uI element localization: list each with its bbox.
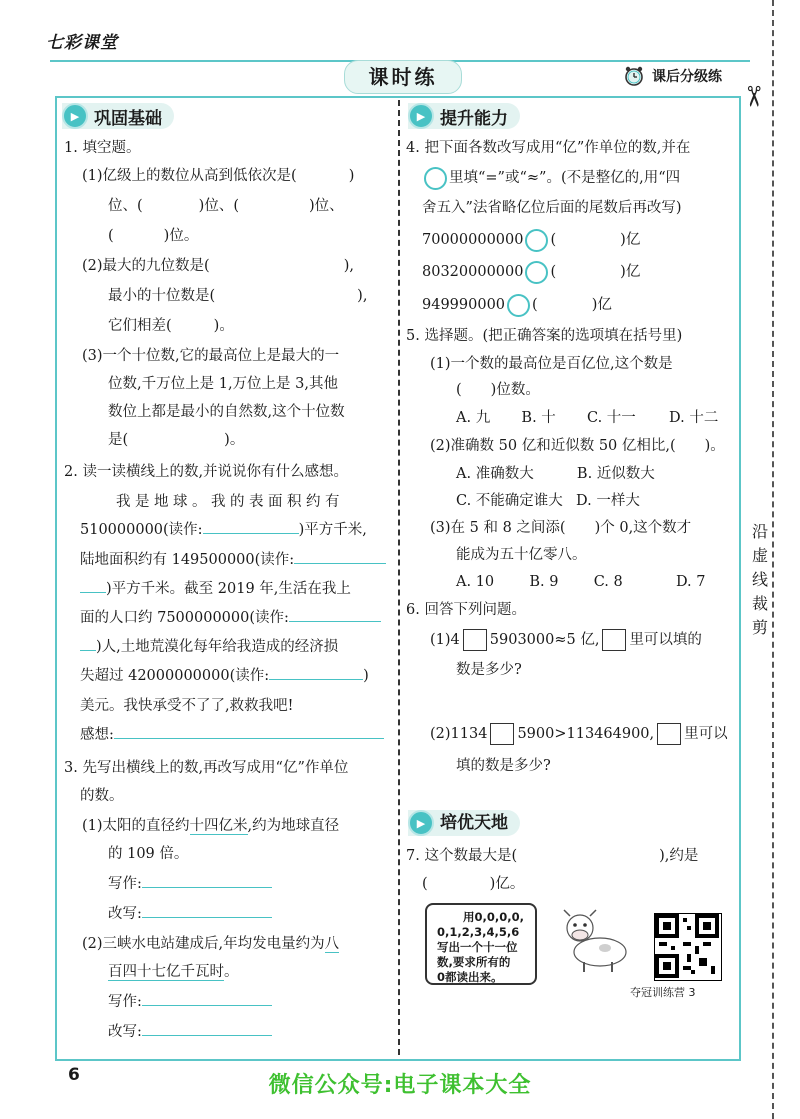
q7-line1: 7. 这个数最大是( ),约是: [406, 848, 699, 864]
hint-bubble: 用0,0,0,0, 0,1,2,3,4,5,6 写出一个十一位 数,要求所有的 0都读出来。: [425, 903, 537, 985]
q2-line7: 失超过 42000000000(读作: ): [80, 664, 369, 689]
q4-row-3: 949990000 ( )亿: [422, 293, 612, 318]
option-c[interactable]: C. 十一: [587, 410, 636, 426]
q2-line6: )人,土地荒漠化每年给我造成的经济损: [80, 635, 338, 660]
q5-p2-options-1: [456, 462, 655, 487]
play-icon: ▶: [62, 103, 88, 129]
q1-head: 1. 填空题。: [64, 140, 141, 156]
option-a[interactable]: A. 九: [456, 410, 491, 426]
q5-p1-options: [456, 406, 718, 431]
answer-blank[interactable]: [289, 607, 381, 622]
q6-head: 6. 回答下列问题。: [406, 602, 526, 618]
q3-head-2: 的数。: [80, 788, 124, 804]
q4-row-2: 80320000000 ( )亿: [422, 260, 640, 285]
q2-line9: 感想:: [80, 723, 384, 748]
compare-circle[interactable]: [525, 229, 548, 252]
q1-p1-line3: ( )位。: [108, 228, 199, 244]
section-header-improve: [408, 103, 520, 129]
subtitle: 课后分级练: [652, 69, 722, 85]
q2-line2: 510000000(读作: )平方千米,: [80, 518, 367, 543]
q2-line3: 陆地面积约有 149500000(读作:: [80, 548, 386, 573]
option-a[interactable]: A. 准确数大: [456, 466, 534, 482]
compare-circle[interactable]: [507, 294, 530, 317]
option-d[interactable]: D. 7: [675, 574, 706, 590]
subtitle-block: [622, 64, 722, 88]
digit-box[interactable]: [463, 629, 487, 651]
qr-code-icon: [655, 914, 719, 978]
q1-p2-line2: 最小的十位数是( ),: [108, 288, 368, 304]
play-icon: ▶: [408, 103, 434, 129]
write-blank[interactable]: [142, 873, 272, 888]
q5-p3-line1: (3)在 5 和 8 之间添( )个 0,这个数才: [430, 520, 692, 536]
footer-watermark: 微信公众号:电子课本大全: [268, 1073, 532, 1098]
q5-p1-line1: (1)一个数的最高位是百亿位,这个数是: [430, 356, 673, 372]
rewrite-blank[interactable]: [142, 903, 272, 918]
q1-p2-line3: 它们相差( )。: [108, 318, 234, 334]
option-b[interactable]: B. 9: [529, 574, 559, 590]
scissors-icon: ✂: [737, 84, 771, 109]
option-b[interactable]: B. 近似数大: [576, 466, 655, 482]
write-blank[interactable]: [142, 991, 272, 1006]
q1-p3-line3: 数位上都是最小的自然数,这个十位数: [108, 404, 345, 420]
q5-p2-line1: (2)准确数 50 亿和近似数 50 亿相比,( )。: [430, 438, 725, 454]
option-d[interactable]: D. 十二: [669, 410, 719, 426]
q1-p1-line2: 位、( )位、( )位、: [108, 198, 344, 214]
option-c[interactable]: C. 8: [593, 574, 623, 590]
compare-circle[interactable]: [424, 167, 447, 190]
q4-head: 4. 把下面各数改写成用“亿”作单位的数,并在: [406, 140, 691, 156]
q3-p2-line1: (2)三峡水电站建成后,年均发电量约为八: [82, 936, 340, 952]
q2-line8: 美元。我快承受不了了,救救我吧!: [80, 698, 294, 714]
q4-row-1: 70000000000 ( )亿: [422, 228, 640, 253]
section-header-excel: [408, 810, 520, 836]
digit-box[interactable]: [657, 723, 681, 745]
q5-p3-line2: 能成为五十亿零八。: [456, 547, 587, 563]
section-title: 巩固基础: [94, 108, 162, 129]
q5-p1-line2: ( )位数。: [456, 382, 540, 398]
q1-p3-line2: 位数,千万位上是 1,万位上是 3,其他: [108, 376, 338, 392]
answer-blank[interactable]: [203, 519, 299, 534]
q3-p1-line1: (1)太阳的直径约十四亿米,约为地球直径: [82, 818, 340, 834]
section-title: 提升能力: [440, 108, 508, 129]
q2-line5: 面的人口约 7500000000(读作:: [80, 606, 381, 631]
q3-head-1: 3. 先写出横线上的数,再改写成用“亿”作单位: [64, 760, 349, 776]
page-number: 6: [68, 1065, 80, 1085]
alarm-clock-icon: [622, 64, 646, 88]
q6-p1-line2: 数是多少?: [456, 662, 522, 678]
q2-head: 2. 读一读横线上的数,并说说你有什么感想。: [64, 464, 349, 480]
q3-p1-write: 写作:: [108, 872, 272, 897]
q1-p3-line1: (3)一个十位数,它的最高位上是最大的一: [82, 348, 340, 364]
q2-line1: 我是地球。我的表面积约有: [116, 494, 344, 510]
option-c[interactable]: C. 不能确定谁大: [456, 493, 563, 509]
option-a[interactable]: A. 10: [456, 574, 495, 590]
digit-box[interactable]: [602, 629, 626, 651]
answer-blank[interactable]: [269, 665, 363, 680]
q7-line2: ( )亿。: [422, 876, 525, 892]
q5-p3-options: [456, 570, 706, 595]
q1-p3-line4: 是( )。: [108, 432, 245, 448]
qr-caption: 夺冠训练营 3: [630, 986, 696, 999]
cut-dashed-line: [772, 0, 774, 1119]
q3-p2-rewrite: 改写:: [108, 1020, 272, 1045]
q6-p2-line2: 填的数是多少?: [456, 758, 551, 774]
q1-p1-line1: (1)亿级上的数位从高到低依次是( ): [82, 168, 355, 184]
page-title: 课时练: [344, 60, 462, 94]
qr-code[interactable]: [654, 913, 722, 981]
section-header-basic: [62, 103, 174, 129]
q5-p2-options-2: [456, 489, 640, 514]
answer-blank[interactable]: [80, 636, 96, 651]
cut-instruction: 沿 虚 线 裁 剪: [748, 520, 772, 640]
q3-p1-line2: 的 109 倍。: [108, 846, 189, 862]
q1-p2-line1: (2)最大的九位数是( ),: [82, 258, 354, 274]
feeling-blank[interactable]: [114, 724, 384, 739]
q5-head: 5. 选择题。(把正确答案的选项填在括号里): [406, 328, 683, 344]
q3-p2-line2: 百四十七亿千瓦时。: [108, 964, 239, 980]
q6-p1-line1: (1)4 5903000≈5 亿, 里可以填的: [430, 628, 702, 653]
option-b[interactable]: B. 十: [521, 410, 556, 426]
rewrite-blank[interactable]: [142, 1021, 272, 1036]
answer-blank[interactable]: [294, 549, 386, 564]
cow-icon: [550, 900, 640, 980]
option-d[interactable]: D. 一样大: [576, 493, 640, 509]
compare-circle[interactable]: [525, 261, 548, 284]
q4-line3: 舍五入”法省略亿位后面的尾数后再改写): [422, 200, 682, 216]
q3-p2-write: 写作:: [108, 990, 272, 1015]
q3-p1-rewrite: 改写:: [108, 902, 272, 927]
q6-p2-line1: (2)1134 5900>113464900, 里可以: [430, 722, 728, 747]
q2-line4: )平方千米。截至 2019 年,生活在我上: [80, 577, 351, 602]
column-divider: [398, 100, 400, 1055]
play-icon: ▶: [408, 810, 434, 836]
digit-box[interactable]: [490, 723, 514, 745]
brand-logo: 七彩课堂: [46, 33, 118, 53]
answer-blank[interactable]: [80, 578, 106, 593]
section-title: 培优天地: [440, 812, 508, 833]
q4-line2: 里填“=”或“≈”。(不是整亿的,用“四: [422, 166, 680, 191]
